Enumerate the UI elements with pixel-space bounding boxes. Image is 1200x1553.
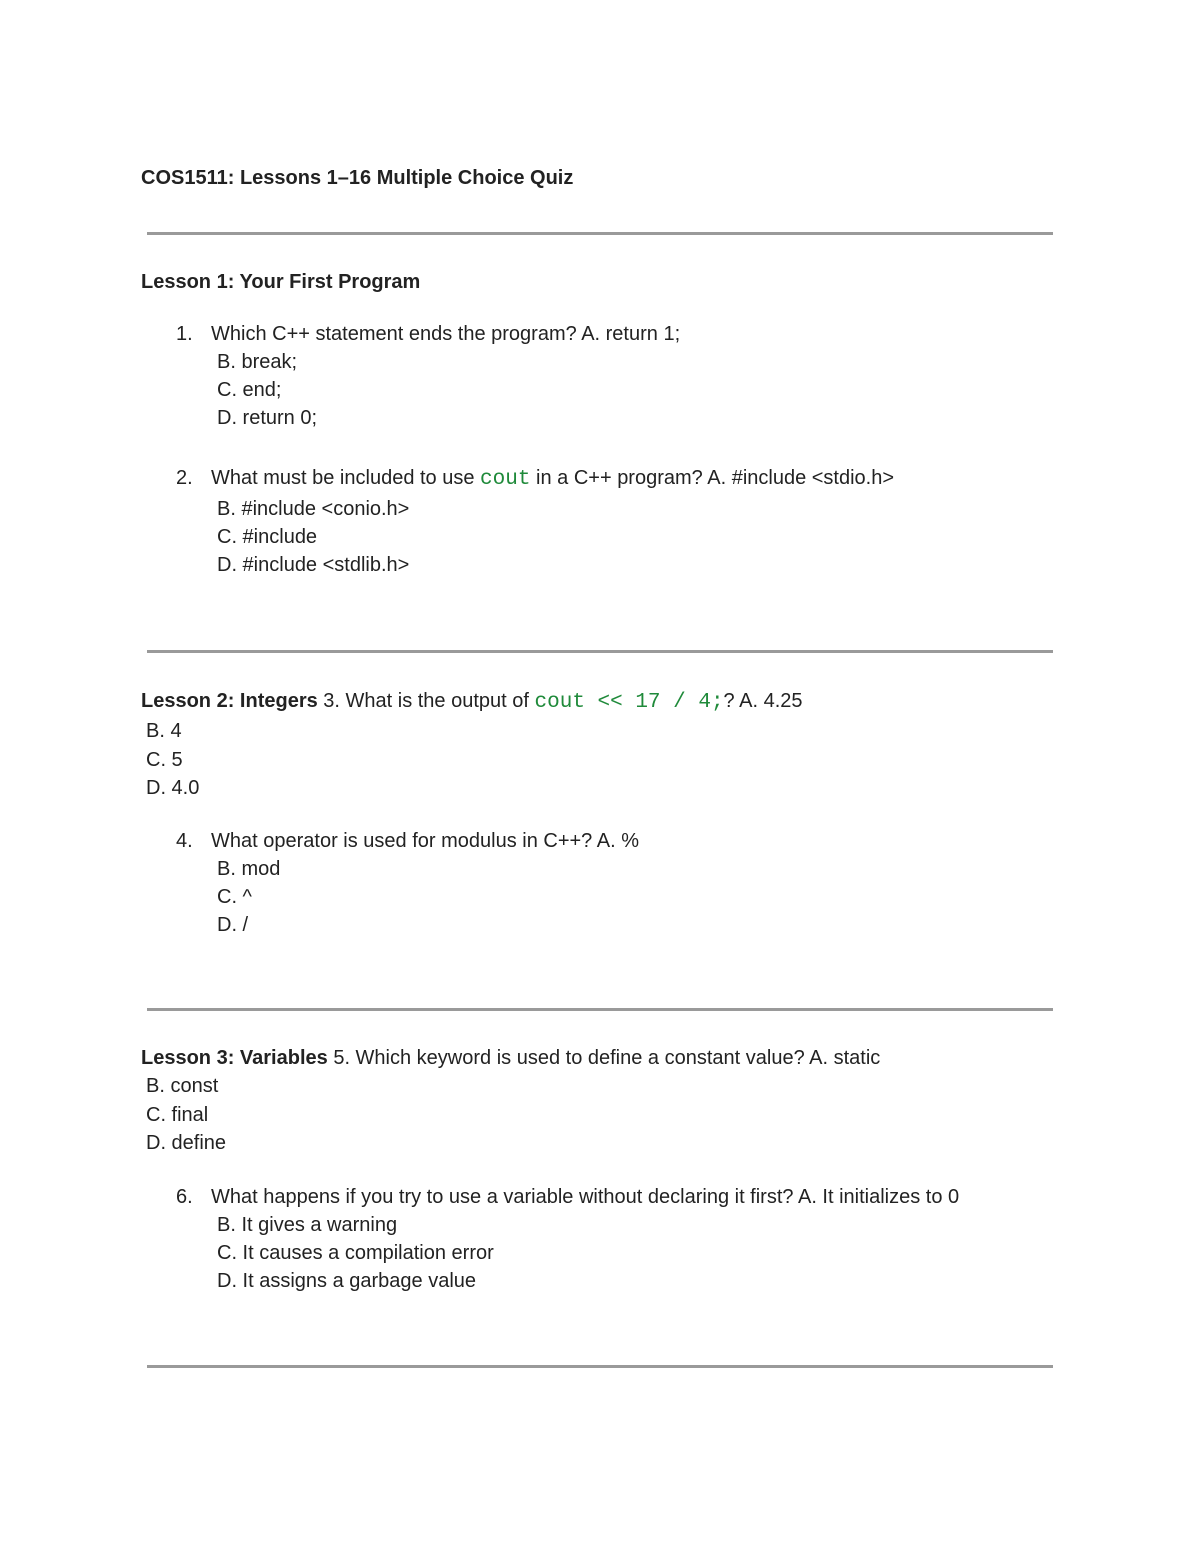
question-3-option-d: D. 4.0	[146, 777, 200, 799]
divider-1	[147, 232, 1053, 235]
question-2-code: cout	[480, 468, 531, 491]
question-2-text-after: in a C++ program? A. #include <stdio.h>	[530, 467, 895, 489]
question-4-option-c: C. ^	[217, 886, 252, 908]
question-2	[176, 467, 894, 491]
lesson3-heading: Lesson 3: Variables	[141, 1047, 328, 1069]
question-1	[176, 323, 680, 346]
question-1-number: 1.	[176, 323, 193, 345]
lesson2-heading: Lesson 2: Integers	[141, 690, 318, 712]
question-6-option-b: B. It gives a warning	[217, 1214, 398, 1236]
question-5-option-b: B. const	[146, 1075, 219, 1097]
question-1-option-d: D. return 0;	[217, 407, 318, 429]
question-2-option-b: B. #include <conio.h>	[217, 498, 410, 520]
lesson1-heading: Lesson 1: Your First Program	[141, 271, 421, 293]
question-6-text: What happens if you try to use a variable without declaring it first? A. It initializes to 0	[211, 1186, 960, 1208]
question-6-number: 6.	[176, 1186, 193, 1208]
question-5-option-d: D. define	[146, 1132, 227, 1154]
question-3-option-b: B. 4	[146, 720, 182, 742]
question-3-code: cout << 17 / 4;	[534, 691, 724, 714]
question-1-option-c: C. end;	[217, 379, 282, 401]
question-3	[141, 690, 803, 714]
question-1-text: Which C++ statement ends the program? A. return 1;	[211, 323, 681, 345]
divider-2	[147, 650, 1053, 653]
question-4-option-b: B. mod	[217, 858, 281, 880]
question-6	[176, 1186, 959, 1209]
quiz-title: COS1511: Lessons 1–16 Multiple Choice Quiz	[141, 167, 574, 189]
question-6-option-d: D. It assigns a garbage value	[217, 1270, 477, 1292]
question-4-option-d: D. /	[217, 914, 249, 936]
question-2-option-d: D. #include <stdlib.h>	[217, 554, 410, 576]
question-5-option-c: C. final	[146, 1104, 209, 1126]
question-5-text: 5. Which keyword is used to define a constant value? A. static	[327, 1047, 881, 1069]
question-4-text: What operator is used for modulus in C++? A. %	[211, 830, 639, 852]
divider-4	[147, 1365, 1053, 1368]
question-1-option-b: B. break;	[217, 351, 298, 373]
question-2-option-c: C. #include	[217, 526, 318, 548]
question-3-text-after: ? A. 4.25	[723, 690, 803, 712]
question-4-number: 4.	[176, 830, 193, 852]
question-3-text-before: 3. What is the output of	[317, 690, 535, 712]
question-2-number: 2.	[176, 467, 193, 489]
question-3-option-c: C. 5	[146, 749, 183, 771]
question-2-text-before: What must be included to use	[211, 467, 481, 489]
question-6-option-c: C. It causes a compilation error	[217, 1242, 494, 1264]
question-4	[176, 830, 639, 853]
divider-3	[147, 1008, 1053, 1011]
question-5	[141, 1047, 880, 1070]
